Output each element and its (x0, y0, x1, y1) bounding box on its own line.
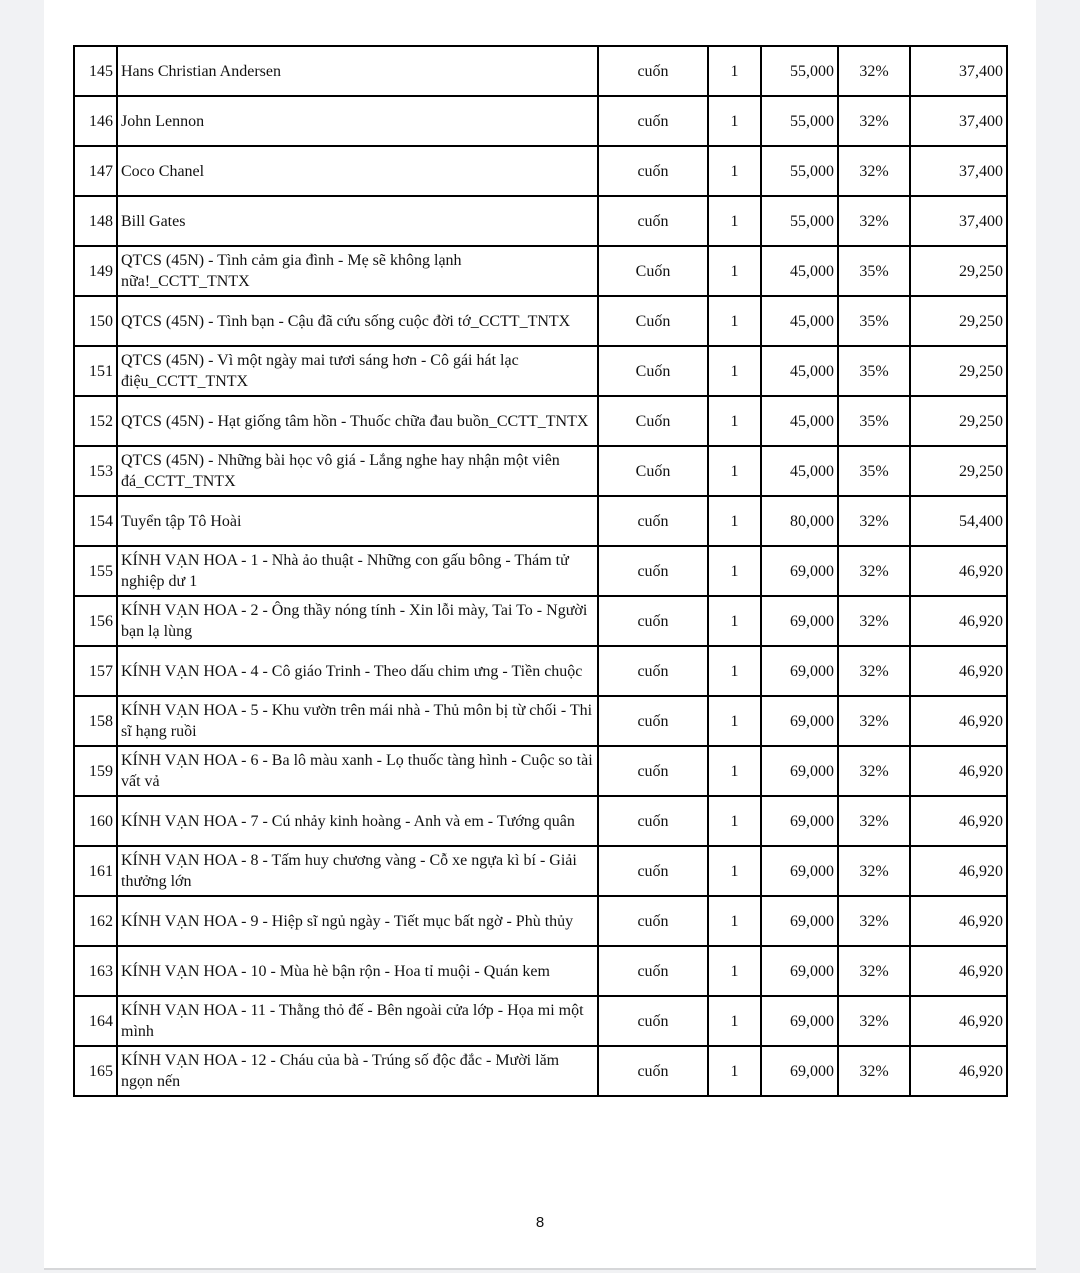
discount-percent: 35% (838, 346, 910, 396)
list-price: 55,000 (761, 196, 838, 246)
quantity: 1 (708, 296, 761, 346)
unit: cuốn (598, 1046, 708, 1096)
table-row (74, 896, 1007, 946)
book-title: John Lennon (117, 96, 598, 146)
net-price: 29,250 (910, 246, 1007, 296)
net-price: 37,400 (910, 46, 1007, 96)
table-row (74, 996, 1007, 1046)
net-price: 29,250 (910, 346, 1007, 396)
unit: cuốn (598, 546, 708, 596)
row-number: 157 (74, 646, 117, 696)
book-title: QTCS (45N) - Tình cảm gia đình - Mẹ sẽ không lạnh nữa!_CCTT_TNTX (117, 246, 598, 296)
list-price: 69,000 (761, 596, 838, 646)
row-number: 149 (74, 246, 117, 296)
table-row (74, 196, 1007, 246)
list-price: 45,000 (761, 396, 838, 446)
row-number: 153 (74, 446, 117, 496)
discount-percent: 32% (838, 646, 910, 696)
book-title: KÍNH VẠN HOA - 6 - Ba lô màu xanh - Lọ thuốc tàng hình - Cuộc so tài vất vả (117, 746, 598, 796)
net-price: 46,920 (910, 846, 1007, 896)
net-price: 37,400 (910, 196, 1007, 246)
list-price: 69,000 (761, 1046, 838, 1096)
row-number: 146 (74, 96, 117, 146)
net-price: 46,920 (910, 546, 1007, 596)
quantity: 1 (708, 146, 761, 196)
page-number: 8 (535, 1214, 545, 1231)
book-title: Coco Chanel (117, 146, 598, 196)
discount-percent: 32% (838, 546, 910, 596)
list-price: 55,000 (761, 146, 838, 196)
document-page (44, 0, 1036, 1270)
book-title: KÍNH VẠN HOA - 12 - Cháu của bà - Trúng số độc đắc - Mười lăm ngọn nến (117, 1046, 598, 1096)
unit: Cuốn (598, 246, 708, 296)
table-row (74, 696, 1007, 746)
net-price: 46,920 (910, 746, 1007, 796)
quantity: 1 (708, 896, 761, 946)
list-price: 69,000 (761, 746, 838, 796)
discount-percent: 32% (838, 96, 910, 146)
list-price: 69,000 (761, 796, 838, 846)
unit: cuốn (598, 796, 708, 846)
net-price: 29,250 (910, 396, 1007, 446)
quantity: 1 (708, 196, 761, 246)
list-price: 69,000 (761, 846, 838, 896)
list-price: 69,000 (761, 996, 838, 1046)
book-price-table (73, 45, 1008, 1097)
quantity: 1 (708, 396, 761, 446)
book-title: QTCS (45N) - Hạt giống tâm hồn - Thuốc chữa đau buồn_CCTT_TNTX (117, 396, 598, 446)
table-row (74, 646, 1007, 696)
net-price: 46,920 (910, 896, 1007, 946)
discount-percent: 32% (838, 746, 910, 796)
discount-percent: 32% (838, 996, 910, 1046)
net-price: 46,920 (910, 796, 1007, 846)
table-row (74, 796, 1007, 846)
quantity: 1 (708, 996, 761, 1046)
discount-percent: 32% (838, 146, 910, 196)
list-price: 55,000 (761, 96, 838, 146)
row-number: 150 (74, 296, 117, 346)
list-price: 69,000 (761, 646, 838, 696)
quantity: 1 (708, 246, 761, 296)
discount-percent: 32% (838, 596, 910, 646)
table-row (74, 596, 1007, 646)
discount-percent: 35% (838, 296, 910, 346)
row-number: 154 (74, 496, 117, 546)
table-row (74, 496, 1007, 546)
book-title: Hans Christian Andersen (117, 46, 598, 96)
list-price: 69,000 (761, 696, 838, 746)
table-row (74, 446, 1007, 496)
book-title: KÍNH VẠN HOA - 2 - Ông thầy nóng tính - Xin lỗi mày, Tai To - Người bạn lạ lùng (117, 596, 598, 646)
row-number: 151 (74, 346, 117, 396)
unit: cuốn (598, 196, 708, 246)
unit: cuốn (598, 496, 708, 546)
net-price: 37,400 (910, 96, 1007, 146)
discount-percent: 32% (838, 496, 910, 546)
row-number: 156 (74, 596, 117, 646)
unit: Cuốn (598, 346, 708, 396)
table-row (74, 396, 1007, 446)
list-price: 55,000 (761, 46, 838, 96)
row-number: 161 (74, 846, 117, 896)
discount-percent: 35% (838, 446, 910, 496)
row-number: 152 (74, 396, 117, 446)
row-number: 148 (74, 196, 117, 246)
book-title: KÍNH VẠN HOA - 5 - Khu vườn trên mái nhà - Thủ môn bị từ chối - Thi sĩ hạng ruồi (117, 696, 598, 746)
table-row (74, 546, 1007, 596)
table-row (74, 346, 1007, 396)
list-price: 69,000 (761, 946, 838, 996)
table-row (74, 96, 1007, 146)
unit: cuốn (598, 846, 708, 896)
table-row (74, 296, 1007, 346)
book-title: KÍNH VẠN HOA - 11 - Thằng thỏ đế - Bên ngoài cửa lớp - Họa mi một mình (117, 996, 598, 1046)
unit: cuốn (598, 996, 708, 1046)
book-title: KÍNH VẠN HOA - 7 - Cú nhảy kinh hoàng - Anh và em - Tướng quân (117, 796, 598, 846)
book-title: KÍNH VẠN HOA - 4 - Cô giáo Trinh - Theo dấu chim ưng - Tiền chuộc (117, 646, 598, 696)
list-price: 80,000 (761, 496, 838, 546)
row-number: 160 (74, 796, 117, 846)
discount-percent: 32% (838, 796, 910, 846)
discount-percent: 35% (838, 396, 910, 446)
quantity: 1 (708, 546, 761, 596)
net-price: 54,400 (910, 496, 1007, 546)
discount-percent: 35% (838, 246, 910, 296)
unit: cuốn (598, 46, 708, 96)
net-price: 46,920 (910, 996, 1007, 1046)
net-price: 29,250 (910, 446, 1007, 496)
book-title: Tuyển tập Tô Hoài (117, 496, 598, 546)
row-number: 159 (74, 746, 117, 796)
book-title: KÍNH VẠN HOA - 9 - Hiệp sĩ ngủ ngày - Tiết mục bất ngờ - Phù thủy (117, 896, 598, 946)
list-price: 45,000 (761, 296, 838, 346)
unit: cuốn (598, 146, 708, 196)
quantity: 1 (708, 46, 761, 96)
book-title: QTCS (45N) - Vì một ngày mai tươi sáng hơn - Cô gái hát lạc điệu_CCTT_TNTX (117, 346, 598, 396)
quantity: 1 (708, 646, 761, 696)
net-price: 46,920 (910, 1046, 1007, 1096)
quantity: 1 (708, 96, 761, 146)
quantity: 1 (708, 846, 761, 896)
unit: cuốn (598, 696, 708, 746)
book-title: QTCS (45N) - Những bài học vô giá - Lắng nghe hay nhận một viên đá_CCTT_TNTX (117, 446, 598, 496)
list-price: 45,000 (761, 446, 838, 496)
book-title: Bill Gates (117, 196, 598, 246)
quantity: 1 (708, 1046, 761, 1096)
quantity: 1 (708, 946, 761, 996)
unit: Cuốn (598, 396, 708, 446)
discount-percent: 32% (838, 696, 910, 746)
discount-percent: 32% (838, 46, 910, 96)
list-price: 69,000 (761, 546, 838, 596)
book-title: KÍNH VẠN HOA - 1 - Nhà ảo thuật - Những con gấu bông - Thám tử nghiệp dư 1 (117, 546, 598, 596)
discount-percent: 32% (838, 846, 910, 896)
unit: cuốn (598, 646, 708, 696)
list-price: 45,000 (761, 246, 838, 296)
row-number: 163 (74, 946, 117, 996)
quantity: 1 (708, 796, 761, 846)
unit: cuốn (598, 896, 708, 946)
unit: Cuốn (598, 446, 708, 496)
net-price: 46,920 (910, 946, 1007, 996)
net-price: 37,400 (910, 146, 1007, 196)
list-price: 69,000 (761, 896, 838, 946)
quantity: 1 (708, 446, 761, 496)
book-title: KÍNH VẠN HOA - 8 - Tấm huy chương vàng - Cỗ xe ngựa kì bí - Giải thưởng lớn (117, 846, 598, 896)
row-number: 158 (74, 696, 117, 746)
table-row (74, 946, 1007, 996)
discount-percent: 32% (838, 896, 910, 946)
quantity: 1 (708, 496, 761, 546)
net-price: 46,920 (910, 646, 1007, 696)
table-row (74, 846, 1007, 896)
table-row (74, 246, 1007, 296)
quantity: 1 (708, 696, 761, 746)
table-row (74, 746, 1007, 796)
unit: cuốn (598, 96, 708, 146)
unit: Cuốn (598, 296, 708, 346)
table-row (74, 1046, 1007, 1096)
discount-percent: 32% (838, 196, 910, 246)
row-number: 147 (74, 146, 117, 196)
row-number: 155 (74, 546, 117, 596)
unit: cuốn (598, 596, 708, 646)
quantity: 1 (708, 746, 761, 796)
net-price: 46,920 (910, 696, 1007, 746)
book-title: KÍNH VẠN HOA - 10 - Mùa hè bận rộn - Hoa tỉ muội - Quán kem (117, 946, 598, 996)
net-price: 29,250 (910, 296, 1007, 346)
row-number: 165 (74, 1046, 117, 1096)
unit: cuốn (598, 746, 708, 796)
discount-percent: 32% (838, 946, 910, 996)
quantity: 1 (708, 596, 761, 646)
row-number: 145 (74, 46, 117, 96)
table-body (74, 46, 1007, 1096)
discount-percent: 32% (838, 1046, 910, 1096)
table-row (74, 46, 1007, 96)
book-title: QTCS (45N) - Tình bạn - Cậu đã cứu sống cuộc đời tớ_CCTT_TNTX (117, 296, 598, 346)
quantity: 1 (708, 346, 761, 396)
unit: cuốn (598, 946, 708, 996)
row-number: 162 (74, 896, 117, 946)
list-price: 45,000 (761, 346, 838, 396)
table-row (74, 146, 1007, 196)
row-number: 164 (74, 996, 117, 1046)
net-price: 46,920 (910, 596, 1007, 646)
